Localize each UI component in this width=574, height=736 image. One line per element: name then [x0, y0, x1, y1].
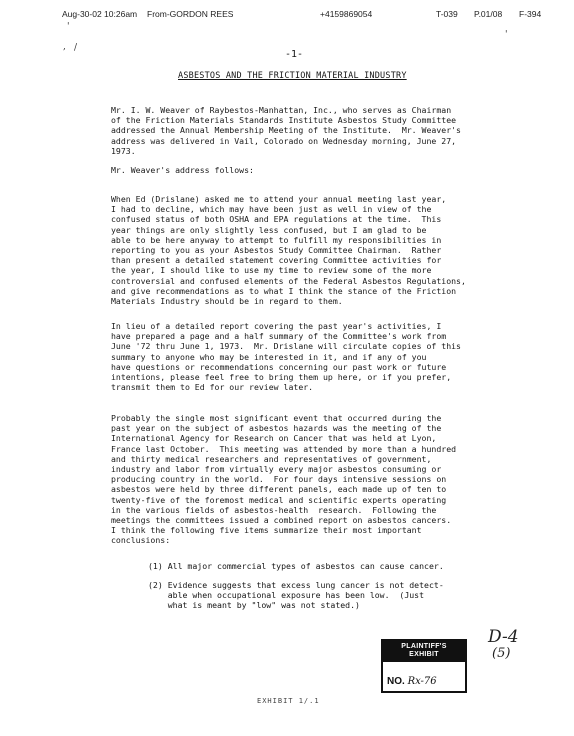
body-paragraph: Probably the single most significant event that occurred during the past year on the subject of asbestos hazards was the meeting of the International Agency for Research on Cancer that was held at Lyon, France last October. This meeting was attended by more than a hundred and thirty medical researchers and representatives of government, industry and labor from virtually every major asbestos consuming or producing country in the world. For four days intensive sessions on asbestos were held by three different panels, each made up of ten to twenty-five of the foremost medical and scientific experts operating in the various fields of asbestos-health research. Following the meetings the committees issued a combined report on asbestos cancers. I think the following five items summarize their most important conclusions:: [111, 413, 457, 546]
footer-exhibit-label: EXHIBIT 1/.1: [257, 697, 320, 705]
exhibit-stamp: [381, 639, 467, 693]
handwritten-exhibit-mark: D-4: [488, 627, 519, 647]
body-paragraph: When Ed (Drislane) asked me to attend your annual meeting last year, I had to decline, which may have been just as well in view of the confused status of both OSHA and EPA regulations at the time. This year things are only slightly less confused, but I am glad to be able to be here anyway to attempt to fulfill my responsibilities in reporting to you as your Asbestos Study Committee Chairman. Rather than present a detailed statement covering Committee activities for the year, I should like to use my time to review some of the more controversial and confused elements of the Federal Asbestos Regulations, and give recommendations as to what I think the stance of the Friction Materials Industry should be in regard to them.: [111, 194, 466, 307]
conclusion-item: (2) Evidence suggests that excess lung cancer is not detect- able when occupational exposure has been low. (Just what is meant by "low" was not stated.): [148, 580, 444, 611]
stamp-header: PLAINTIFF'S EXHIBIT: [383, 641, 465, 662]
intro-paragraph: Mr. I. W. Weaver of Raybestos-Manhattan, Inc., who serves as Chairman of the Friction Materials Standards Institute Asbestos Study Committee addressed the Annual Membership Meeting of the Institute. Mr. Weaver's address was delivered in Vail, Colorado on Wednesday morning, June 27, 1973.: [111, 105, 461, 156]
body-paragraph: In lieu of a detailed report covering the past year's activities, I have prepared a page and a half summary of the Committee's work from June '72 thru June 1, 1973. Mr. Drislane will circulate copies of this summary to anyone who may be interested in it, and if any of you have questions or recommendations concerning our past work or future intentions, please feel free to bring them up here, or if you prefer, transmit them to Ed for our review later.: [111, 321, 461, 393]
page-number: -1-: [285, 49, 304, 60]
fax-header: [0, 9, 574, 21]
stamp-no-label: NO.: [387, 676, 405, 687]
scan-mark: /: [74, 43, 78, 53]
fax-date-time: Aug-30-02 10:26am: [62, 9, 138, 19]
fax-phone: +4159869054: [320, 9, 373, 19]
address-follows-line: Mr. Weaver's address follows:: [111, 165, 254, 175]
fax-job: F-394: [519, 9, 542, 19]
handwritten-sub-mark: (5): [492, 646, 511, 661]
scan-mark: ': [505, 30, 508, 40]
fax-from: From-GORDON REES: [147, 9, 234, 19]
fax-page: P.01/08: [474, 9, 503, 19]
conclusion-item: (1) All major commercial types of asbestos can cause cancer.: [148, 561, 444, 571]
document-title: ASBESTOS AND THE FRICTION MATERIAL INDUSTRY: [178, 71, 407, 81]
scan-mark: ': [67, 22, 70, 32]
fax-transmission: T-039: [436, 9, 458, 19]
scan-mark: ,: [63, 42, 66, 52]
stamp-no-value: Rx-76: [407, 676, 437, 687]
stamp-number: [387, 676, 437, 687]
